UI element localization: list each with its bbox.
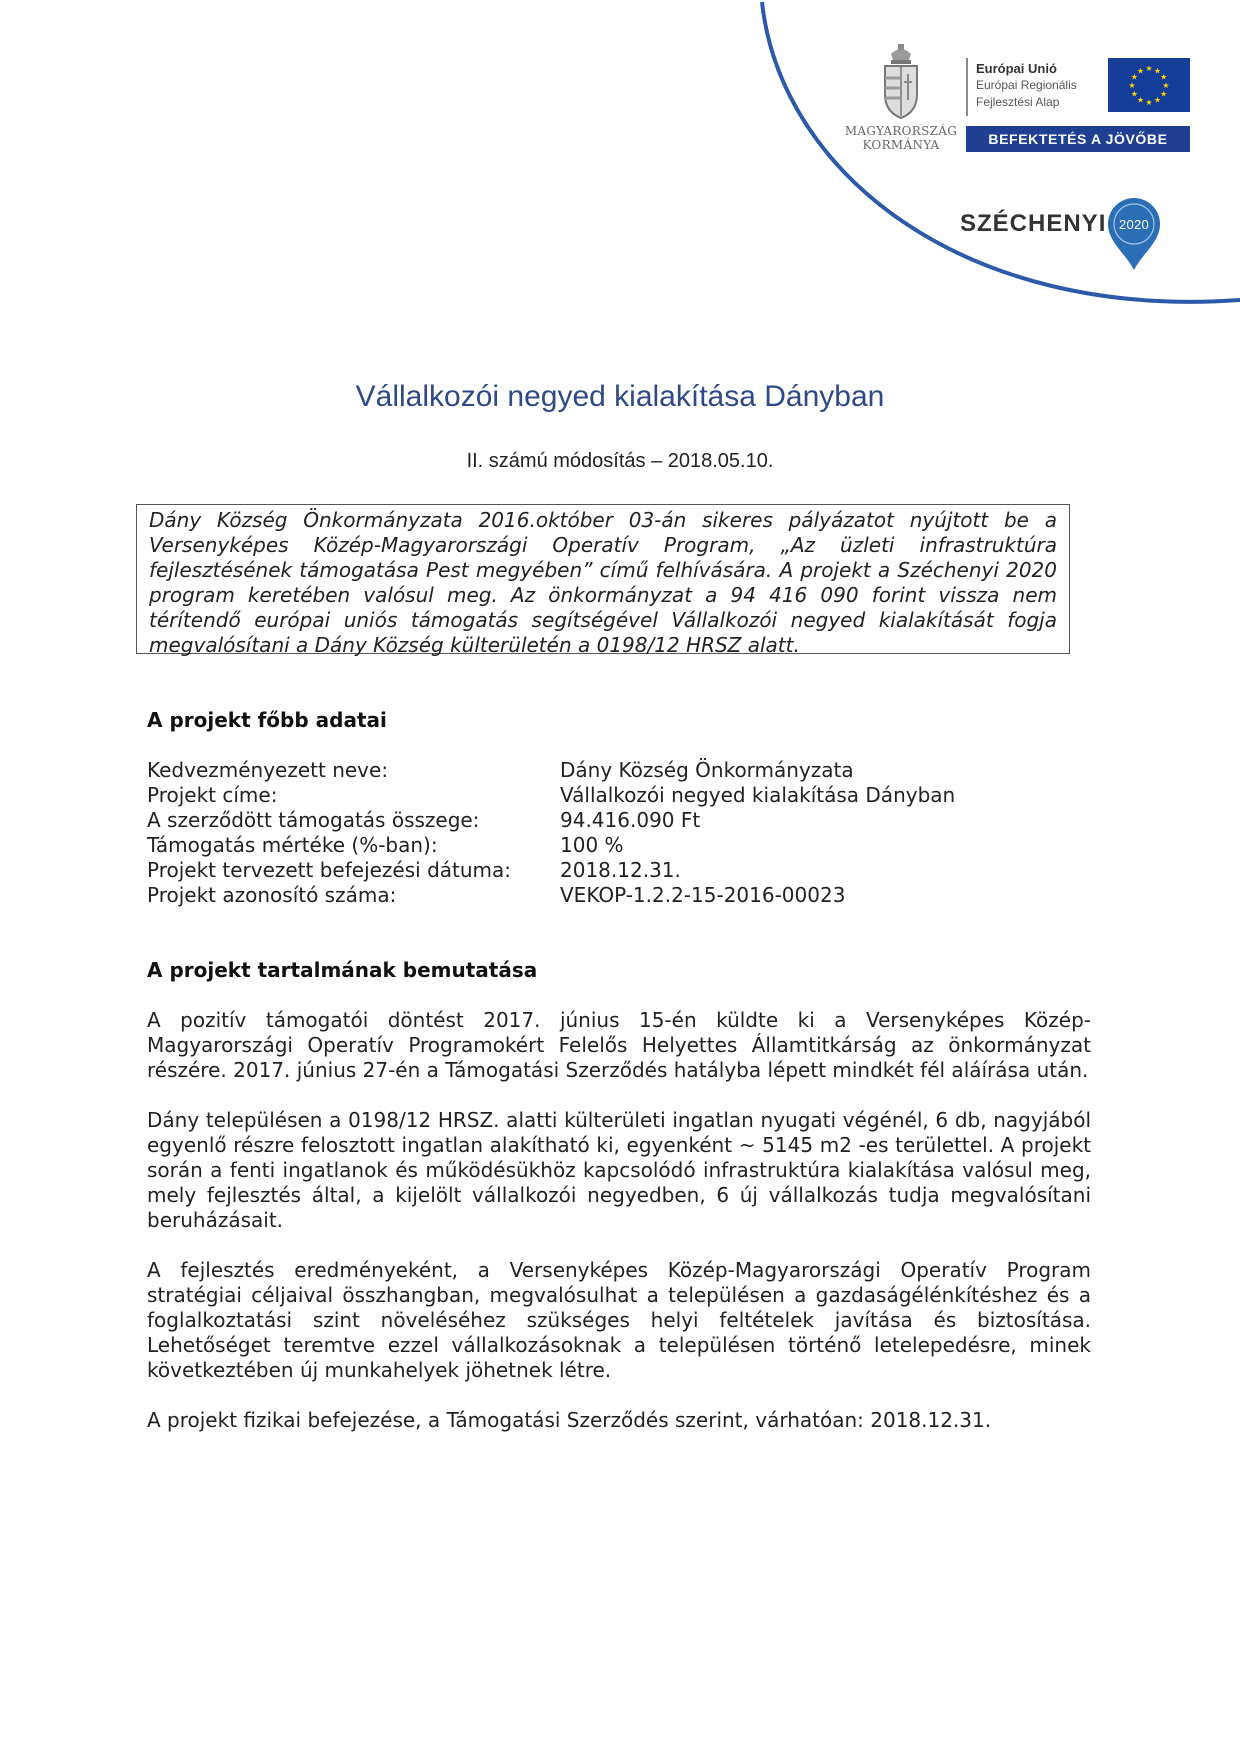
- hungarian-coat-of-arms-icon: [879, 44, 923, 120]
- hungarian-government-logo: [836, 44, 966, 152]
- eu-star-icon: ★: [1128, 81, 1136, 90]
- eu-flag-icon: [1108, 58, 1190, 112]
- eu-logo-slogan: BEFEKTETÉS A JÖVŐBE: [966, 126, 1190, 152]
- detail-label: Projekt címe:: [147, 783, 278, 807]
- detail-value: VEKOP-1.2.2-15-2016-00023: [560, 883, 846, 907]
- content-body: [147, 1008, 1091, 1458]
- detail-row-project-title: [147, 783, 1047, 808]
- szechenyi-logo-word: SZÉCHENYI: [960, 210, 1107, 237]
- intro-box: [136, 504, 1070, 657]
- detail-label: Támogatás mértéke (%-ban):: [147, 833, 438, 857]
- detail-row-grant-amount: [147, 808, 1047, 833]
- szechenyi-2020-logo: [960, 196, 1180, 280]
- eu-star-icon: ★: [1153, 66, 1162, 76]
- intro-text: Dány Község Önkormányzata 2016.október 03-án sikeres pályázatot nyújtott be a Versenyképes Közép-Magyarországi Operatív Program, „Az üzleti infrastruktúra fejlesztésének támogatása Pest megyében” című felhívására. A projekt a Széchenyi 2020 program keretében valósul meg. Az önkormányzat a 94 416 090 forint vissza nem térítendő európai uniós támogatás segítségével Vállalkozói negyed kialakítását fogja megvalósítani a Dány Község külterületén a 0198/12 HRSZ alatt.: [149, 508, 1057, 657]
- eu-star-icon: ★: [1136, 66, 1145, 76]
- eu-logo-line3: Fejlesztési Alap: [976, 95, 1060, 109]
- eu-star-icon: ★: [1160, 72, 1168, 82]
- document-title: Vállalkozói negyed kialakítása Dányban: [355, 380, 885, 413]
- content-paragraph: Dány településen a 0198/12 HRSZ. alatti külterületi ingatlan nyugati végénél, 6 db, nagyjából egyenlő részre felosztott ingatlan alakítható ki, egyenként ~ 5145 m2 -es területtel. A projekt során a fenti ingatlanok és működésükhöz kapcsolódó infrastruktúra kialakítása valósul meg, mely fejlesztés által, a kijelölt vállalkozói negyedben, 6 új vállalkozás tudja megvalósítani beruházásait.: [147, 1108, 1091, 1232]
- eu-star-icon: ★: [1145, 64, 1153, 73]
- map-pin-icon: [1106, 196, 1162, 272]
- details-heading: A projekt főbb adatai: [147, 708, 387, 732]
- eu-star-icon: ★: [1162, 81, 1170, 90]
- government-logo-line2: KORMÁNYA: [862, 138, 940, 152]
- document-subtitle: II. számú módosítás – 2018.05.10.: [466, 450, 774, 472]
- government-logo-line1: MAGYARORSZÁG: [844, 124, 958, 138]
- eu-star-icon: ★: [1153, 95, 1162, 105]
- eu-star-icon: ★: [1160, 89, 1168, 99]
- project-details-list: [147, 758, 1047, 908]
- eu-star-icon: ★: [1145, 98, 1153, 107]
- detail-row-completion-date: [147, 858, 1047, 883]
- detail-label: A szerződött támogatás összege:: [147, 808, 480, 832]
- content-paragraph: A pozitív támogatói döntést 2017. június 15-én küldte ki a Versenyképes Közép-Magyarországi Operatív Programokért Felelős Helyettes Államtitkárság az önkormányzat részére. 2017. június 27-én a Támogatási Szerződés hatályba lépett mindkét fél aláírása után.: [147, 1008, 1091, 1082]
- eu-star-icon: ★: [1130, 72, 1138, 82]
- detail-value: Dány Község Önkormányzata: [560, 758, 854, 782]
- eu-star-icon: ★: [1130, 89, 1138, 99]
- detail-row-beneficiary: [147, 758, 1047, 783]
- detail-value: Vállalkozói negyed kialakítása Dányban: [560, 783, 956, 807]
- content-paragraph: A fejlesztés eredményeként, a Versenyképes Közép-Magyarországi Operatív Program stratégiai céljaival összhangban, megvalósulhat a településen a gazdaságélénkítéshez és a foglalkoztatási szint növeléséhez szükséges helyi feltételek javítása és biztosítása. Lehetőséget teremtve ezzel vállalkozásoknak a településen történő letelepedésre, minek következtében új munkahelyek jöhetnek létre.: [147, 1258, 1091, 1382]
- eu-logo-line2: Európai Regionális: [976, 78, 1077, 92]
- content-paragraph: A projekt fizikai befejezése, a Támogatási Szerződés szerint, várhatóan: 2018.12.31.: [147, 1408, 992, 1432]
- detail-label: Projekt tervezett befejezési dátuma:: [147, 858, 512, 882]
- eu-logo-separator: [966, 58, 968, 116]
- detail-value: 2018.12.31.: [560, 858, 681, 882]
- detail-label: Projekt azonosító száma:: [147, 883, 397, 907]
- detail-value: 100 %: [560, 833, 624, 857]
- eu-logo-title: Európai Unió: [976, 61, 1057, 76]
- detail-row-grant-rate: [147, 833, 1047, 858]
- header-arc-decoration: [0, 0, 1240, 340]
- eu-star-icon: ★: [1136, 95, 1145, 105]
- detail-row-project-id: [147, 883, 1047, 908]
- content-heading: A projekt tartalmának bemutatása: [147, 958, 538, 982]
- szechenyi-logo-year: 2020: [1118, 217, 1150, 232]
- detail-value: 94.416.090 Ft: [560, 808, 701, 832]
- detail-label: Kedvezményezett neve:: [147, 758, 389, 782]
